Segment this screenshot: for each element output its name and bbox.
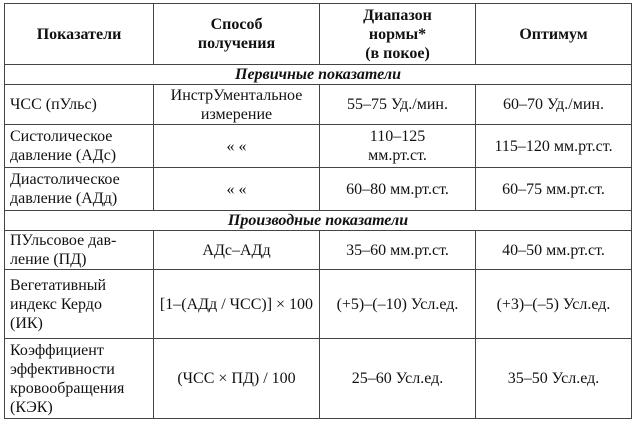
indicator-text: ПУльсовое дав- (10, 232, 117, 249)
method-cell (154, 125, 320, 168)
indicator-text: Вегетативный (10, 276, 107, 294)
section-row-derived (5, 211, 632, 231)
norm-text: 60–80 мм.рт.ст. (346, 180, 449, 198)
indicator-text: кровообращения (10, 379, 125, 397)
optimum-cell (476, 125, 632, 168)
optimum-cell (476, 231, 632, 270)
header-method-line1: Способ (210, 16, 263, 33)
indicator-text: давление (АДд) (10, 190, 118, 207)
indicator-cell (5, 339, 154, 419)
header-norm-line1: Диапазон (363, 6, 432, 24)
header-norm-line3: (в покое) (365, 44, 430, 62)
norm-cell (320, 339, 476, 419)
indicator-text: ЧСС (пУльс) (10, 96, 97, 113)
norm-text: 55–75 Уд./мин. (347, 96, 448, 113)
method-cell (154, 270, 320, 339)
method-cell (154, 168, 320, 211)
method-text: измерение (200, 105, 273, 123)
header-method-line2: получения (197, 35, 276, 52)
indicator-text: (КЭК) (10, 398, 53, 416)
method-text: [1–(АДд / ЧСС)] × 100 (159, 295, 314, 313)
method-text: ИнстрУментальное (170, 86, 303, 104)
norm-cell (320, 125, 476, 168)
norm-cell (320, 270, 476, 339)
optimum-text: 115–120 мм.рт.ст. (494, 137, 613, 155)
table-row (5, 85, 632, 125)
method-cell (154, 231, 320, 270)
norm-cell (320, 85, 476, 125)
norm-text: (+5)–(–10) Усл.ед. (336, 295, 459, 313)
optimum-text: 60–70 Уд./мин. (503, 96, 604, 113)
header-norm-range (320, 4, 476, 65)
norm-cell (320, 231, 476, 270)
norm-cell (320, 168, 476, 211)
header-indicators-label: Показатели (36, 25, 122, 43)
indicator-cell (5, 85, 154, 125)
optimum-cell (476, 85, 632, 125)
optimum-text: (+3)–(–5) Усл.ед. (496, 295, 611, 313)
optimum-cell (476, 270, 632, 339)
method-cell (154, 339, 320, 419)
indicator-cell (5, 125, 154, 168)
method-text: АДс–АДд (202, 241, 271, 259)
header-optimum (476, 4, 632, 65)
optimum-cell (476, 339, 632, 419)
norm-text: мм.рт.ст. (368, 147, 427, 164)
indicator-text: давление (АДс) (10, 147, 117, 164)
header-norm-line2: нормы* (368, 25, 427, 43)
optimum-text: 40–50 мм.рт.ст. (502, 241, 605, 259)
norm-text: 110–125 (369, 128, 426, 145)
indicator-text: индекс Кердо (10, 295, 102, 313)
table-row (5, 339, 632, 419)
header-optimum-label: Оптимум (519, 25, 588, 43)
indicator-cell (5, 231, 154, 270)
method-text: « « (226, 180, 247, 198)
table-row (5, 231, 632, 270)
header-indicators (5, 4, 154, 65)
optimum-text: 35–50 Усл.ед. (507, 370, 600, 387)
optimum-text: 60–75 мм.рт.ст. (502, 180, 605, 198)
section-row-primary (5, 65, 632, 85)
indicator-text: Диастолическое (10, 171, 120, 188)
indicator-text: ление (ПД) (10, 251, 87, 268)
indicator-cell (5, 270, 154, 339)
optimum-cell (476, 168, 632, 211)
indicators-table (4, 3, 632, 419)
indicator-text: Коэффициент (10, 341, 104, 359)
method-cell (154, 85, 320, 125)
indicator-cell (5, 168, 154, 211)
table-row (5, 168, 632, 211)
section-title: Производные показатели (5, 211, 632, 231)
norm-text: 25–60 Усл.ед. (351, 370, 444, 387)
indicator-text: эффективности (10, 360, 115, 378)
table-row (5, 125, 632, 168)
method-text: (ЧСС × ПД) / 100 (177, 370, 296, 387)
method-text: « « (226, 137, 247, 155)
norm-text: 35–60 мм.рт.ст. (346, 241, 449, 259)
header-row (5, 4, 632, 65)
indicator-text: (ИК) (10, 314, 43, 332)
indicator-text: Систолическое (10, 128, 113, 145)
table-row (5, 270, 632, 339)
section-title: Первичные показатели (5, 65, 632, 85)
header-method (154, 4, 320, 65)
